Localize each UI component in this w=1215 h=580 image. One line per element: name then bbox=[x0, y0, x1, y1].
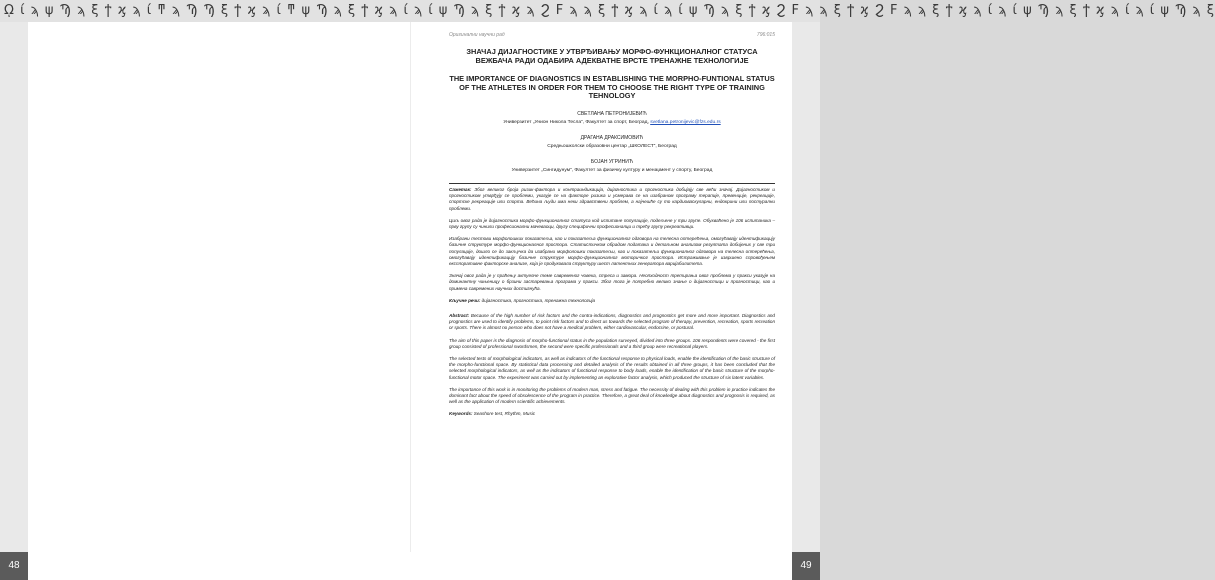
abstract-en-paragraph: The selected tests of morphological indicators, as well as indicators of the functional response to physical loads, enable the identification of the basic structure of the morpho-functional space. By statistical data processing and detailed analysis of the results obtained in all three groups, it has been concluded that the selected morphological indicators, as well as the indicators of functional response to body loads, enable the identification of the basic structure of the morpho-functional motor space. The experiment was carried out by implementing an explorative factor analysis, which produced the structure of six latent variables. bbox=[449, 356, 775, 380]
left-page-blank bbox=[28, 22, 410, 552]
abstract-en-text: Because of the high number of risk factors and the contra-indications, diagnostics and prognostics get more and more important. Diagnostics and prognostics are used to identify problems, to point risk factors and to direct us towards the selected program of therapy, prevention, recreation, sports recreation or sports. There is almost no person who does not have a medical problem, either cardiovascular, endocrine, or postural. bbox=[449, 313, 775, 331]
author-email-link[interactable]: svetlana.petronijevic@fzs.edu.rs bbox=[650, 119, 721, 125]
title-english: THE IMPORTANCE OF DIAGNOSTICS IN ESTABLISHING THE MORPHO-FUNTIONAL STATUS OF THE ATHLETES IN ORDER FOR THEM TO CHOOSE THE RIGHT TYPE OF TRAINING TEHNOLOGY bbox=[449, 74, 775, 101]
abstract-en-paragraph: The importance of this work is in monitoring the problems of modern man, stress and fatigue. The necessity of dealing with this problem in practice indicates the dominant fact about the speed of obsolescence of the program in practice. Therefore, a great deal of knowledge about diagnostics and prognosis is required, as well as the application of modern scientific achievements. bbox=[449, 386, 775, 405]
author-name: БОЈАН УГРИНИЋ bbox=[590, 158, 634, 165]
abstract-sr-paragraph: Значај овог рада је у праћењу актуелне теме савременог човека, стреса и замора. Неопходност третирања овог проблема у пракси указује на доминантну чињеницу о брзини застаревања програма у пракси. Због тога је потребно велико знање о дијагностици и прогностици, као и примена савремених научних достигнућа. bbox=[449, 273, 775, 291]
section-divider bbox=[449, 183, 775, 184]
ornament-glyph-strip: ῼ ί ϡ ψ Ϡ ϡ ξ ϯ ϗ ϡ ί ͳ ϡ Ϡ Ϡ ξ ϯ ϗ ϡ ί ͳ ψ Ϡ ϡ ξ ϯ ϗ ϡ ί ϡ ί ψ Ϡ ϡ ξ ϯ ϗ ϡ Ϩ Ϝ ϡ ϡ ξ ϯ ϗ ϡ ί ϡ ί ψ Ϡ ϡ ξ ϯ ϗ Ϩ Ϝ ϡ ϡ ξ ϯ ϗ Ϩ Ϝ ϡ ϡ ξ ϯ ϗ ϡ ί ϡ ί ψ Ϡ ϡ ξ ϯ ϗ ϡ ί ϡ ί ψ Ϡ ϡ ξ bbox=[4, 3, 1215, 18]
udc-code: 796:015 bbox=[756, 32, 775, 38]
abstract-en-paragraph bbox=[449, 313, 775, 332]
right-margin-strip bbox=[792, 22, 820, 580]
abstract-en-label: Abstract: bbox=[449, 313, 470, 319]
title-serbian: ЗНАЧАЈ ДИЈАГНОСТИКЕ У УТВРЂИВАЊУ МОРФО-ФУНКЦИОНАЛНОГ СТАТУСА ВЕЖБАЧА РАДИ ОДАБИРА АДЕКВАТНЕ ВРСТЕ ТРЕНАЖНЕ ТЕХНОЛОГИЈЕ bbox=[466, 47, 758, 65]
author-affiliation bbox=[449, 120, 775, 125]
author-affiliation: Универзитет „Сингидунум“, Факултет за физичку културу и менаџмент у спорту, Београд bbox=[511, 167, 713, 173]
article-content bbox=[449, 32, 775, 418]
decorative-header-band bbox=[0, 0, 1215, 22]
left-margin-strip bbox=[0, 22, 28, 580]
right-page bbox=[410, 22, 792, 552]
page-number-right: 49 bbox=[792, 552, 820, 580]
bottom-band bbox=[28, 552, 792, 580]
keywords-sr-text: дијагностика, прогностика, тренажна технологија bbox=[481, 297, 596, 303]
abstract-sr-paragraph bbox=[449, 187, 775, 212]
article-type-label: Оригинални научни рад bbox=[449, 32, 505, 38]
abstract-sr-label: Сажетак: bbox=[449, 186, 472, 192]
author-name: ДРАГАНА ДРАКСИМОВИЋ bbox=[580, 134, 644, 141]
keywords-sr-label: Кључне речи: bbox=[449, 297, 481, 303]
author-affiliation: Средњошколски образовни центар „ШКОЛЕСТ“, Београд bbox=[547, 143, 677, 149]
abstract-en-paragraph: The aim of this paper is the diagnosis of morpho-functional status in the population surveyed, divided into three groups. 106 respondents were covered - the first group consisted of professional swordsmen, the second were specific professionals and a third group were recreational players. bbox=[449, 337, 775, 349]
keywords-en-text: Seashore test, Rhythm, Music bbox=[473, 411, 536, 417]
abstract-sr-text: Због великог броја ризик-фактора и контраиндикација, дијагностика и прогностика добијају све већи значај. Дијагностиком и прогностиком утврђују се проблеми, указује се на факторе ризика и усмерава се на изабраном програму терапије, превенције, рекреације, спортске рекреације или спорта. Већина људи има неки здравствени проблем, а најчешће су то кардиоваскуларни, ендокрини или постурални проблеми. bbox=[449, 186, 775, 211]
page-number-left: 48 bbox=[0, 552, 28, 580]
abstract-sr-paragraph: Циљ овог рада је дијагностика морфо-функционалног статуса код испитане популације, подељене у три групе. Обухваћено је 106 испитаника – прву групу су чинили професионални мачеваоци, другу специфични професионалци и трећу групу рекреативци. bbox=[449, 217, 775, 229]
keywords-sr bbox=[449, 298, 775, 304]
author-name: СВЕТЛАНА ПЕТРОНИЈЕВИЋ bbox=[577, 110, 647, 117]
keywords-en-label: Keywords: bbox=[449, 411, 473, 417]
affiliation-text: Универзитет „Унион Никола Тесла“, Факултет за спорт, Београд, bbox=[503, 119, 649, 125]
keywords-en bbox=[449, 411, 775, 417]
abstract-sr-paragraph: Изабрани тестови морфолошких показатеља, као и показатеља функционалног одговора на телесна оптерећења, омогућавају идентификацију базичне структуре морфо-функционалног простора. Статистичком обрадом података и детаљном анализом резултата добијених у све три популације, дошло се до закључка да изабрани морфолошки показатељи, као и показатељи функционалног одговора на телесна оптерећења, омогућавају идентификацију базичне структуре морфо-функционалног моторичког простора. Истраживање је извршено спровођењем експлоративне факторске анализе, која је продуковала структуру шест латентних генератора варијабилитета. bbox=[449, 236, 775, 266]
running-header bbox=[449, 32, 775, 38]
